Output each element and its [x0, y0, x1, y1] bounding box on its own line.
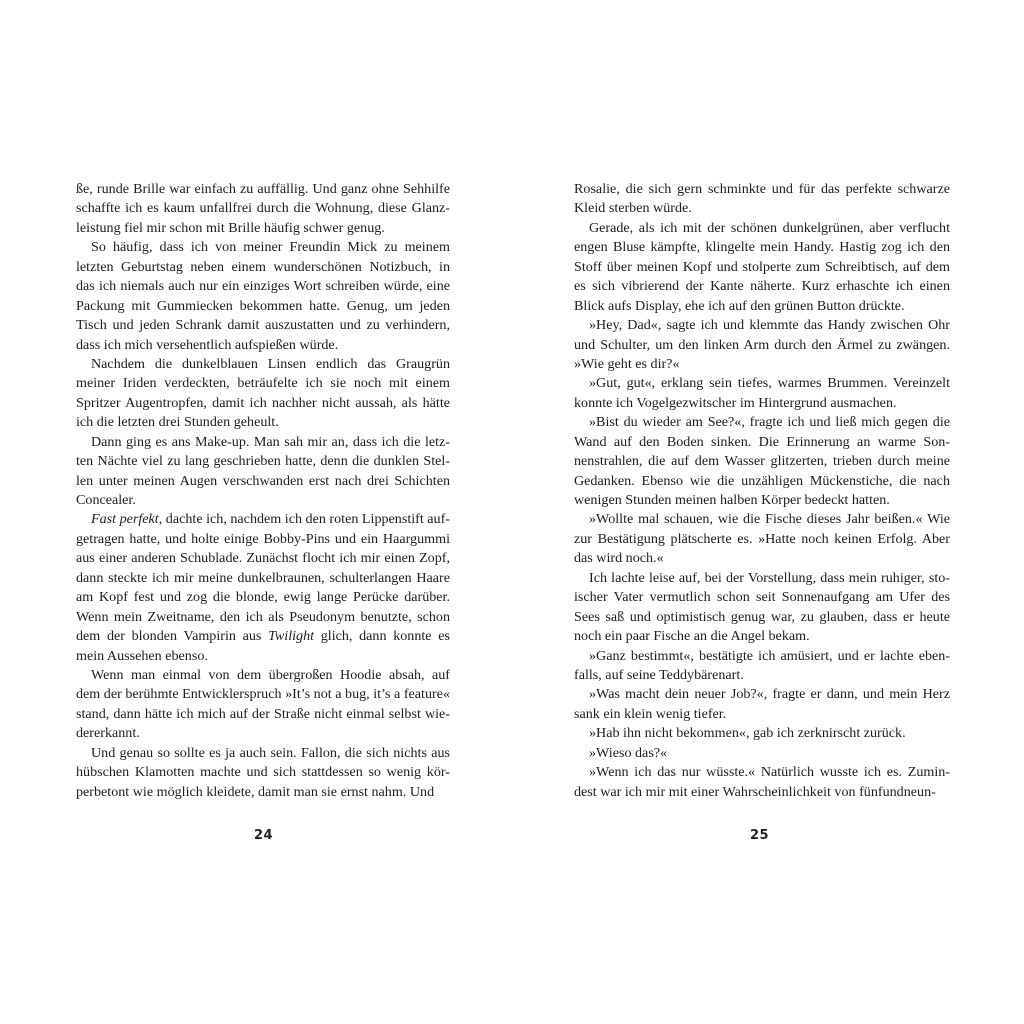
text-line: »Hab ihn nicht bekommen«, gab ich zerknirscht zurück. — [589, 725, 906, 742]
text-line: perbetont wie möglich kleidete, damit man sie ernst nahm. Und — [76, 783, 435, 800]
text-line: dem der blonden Vampirin aus Twilight glich, dann konnte es — [76, 628, 450, 645]
text-line: »Wollte mal schauen, wie die Fische dieses Jahr beißen.« Wie — [589, 511, 950, 528]
text-line: das ich niemals auch nur ein einziges Wort schreiben würde, eine — [76, 278, 450, 295]
text-line: ße, runde Brille war einfach zu auffällig. Und ganz ohne Sehhilfe — [76, 181, 450, 197]
right-page-text — [574, 180, 950, 802]
left-page-number: 24 — [254, 828, 274, 843]
text-line: dann steckte ich mir meine dunkelbraunen, schulterlangen Haare — [76, 569, 450, 586]
text-line: dass ich mich versehentlich aufspießen würde. — [76, 336, 339, 353]
text-line: stand, dann hätte ich mich auf der Straße nicht einmal selbst wie- — [76, 705, 450, 722]
text-line: Wand auf den Boden sinken. Die Erinnerung an warme Son- — [574, 433, 950, 450]
text-line: leistung fiel mir schon mit Brille häufig schwer genug. — [76, 219, 385, 236]
text-line: dest war ich mir mit einer Wahrscheinlichkeit von fünfundneun- — [574, 783, 936, 800]
text-line: getragen hatte, und holte einige Bobby-Pins und ein Haargummi — [76, 530, 450, 547]
text-line: Gerade, als ich mit der schönen dunkelgrünen, aber verflucht — [589, 219, 950, 236]
text-line: len unter meinen Augen verschwanden erst nach drei Schichten — [76, 472, 450, 489]
text-line: ischer Vater vermutlich schon seit Sonnenaufgang am Ufer des — [574, 589, 950, 606]
text-line: falls, auf seine Teddybärenart. — [574, 666, 744, 683]
text-line: dem der berühmte Entwicklerspruch »It’s not a bug, it’s a feature« — [76, 686, 450, 703]
text-line: »Was macht dein neuer Job?«, fragte er dann, und mein Herz — [589, 686, 950, 703]
text-line: Wenn man einmal von dem übergroßen Hoodie absah, auf — [91, 666, 450, 683]
text-line: schaffte ich es kaum unfallfrei durch die Wohnung, diese Glanz- — [76, 200, 450, 217]
text-line: Wenn mein Zweitname, den ich als Pseudonym benutzte, schon — [76, 608, 450, 625]
text-line: Dann ging es ans Make-up. Man sah mir an, dass ich die letz- — [91, 433, 450, 450]
text-line: am Kopf fest und zog die blonde, ewig lange Perücke darüber. — [76, 589, 450, 606]
text-line: Ich lachte leise auf, bei der Vorstellung, dass mein ruhiger, sto- — [589, 569, 950, 586]
text-line: Nachdem die dunkelblauen Linsen endlich das Graugrün — [91, 355, 450, 372]
text-line: Kleid sterben würde. — [574, 200, 692, 217]
text-line: wenigen Stunden meinen halben Körper bedeckt hatten. — [574, 492, 890, 508]
text-line: dererkannt. — [76, 725, 140, 742]
text-line: »Gut, gut«, erklang sein tiefes, warmes Brummen. Vereinzelt — [589, 375, 950, 392]
text-line: ten Nächte viel zu lang geschrieben hatte, denn die dunklen Stel- — [76, 453, 450, 470]
text-line: noch ein paar Fische an die Angel bekam. — [574, 628, 810, 645]
text-line: »Bist du wieder am See?«, fragte ich und ließ mich gegen die — [589, 414, 950, 431]
text-line: aus einer anderen Schublade. Zunächst flocht ich mir einen Zopf, — [76, 550, 450, 567]
text-line: Rosalie, die sich gern schminkte und für das perfekte schwarze — [574, 181, 950, 197]
text-line: engen Bluse kämpfte, klingelte mein Handy. Hastig zog ich den — [574, 239, 950, 256]
left-page-text — [76, 180, 450, 802]
right-page — [512, 0, 1024, 1024]
text-line: Concealer. — [76, 492, 136, 508]
text-line: Sees saß und optimistisch genug war, zu glauben, dass er heute — [574, 608, 950, 625]
text-line: und Schulter, um den linken Arm durch den Ärmel zu zwängen. — [574, 336, 950, 353]
text-line: letzten Geburtstag neben einem wunderschönen Notizbuch, in — [76, 258, 450, 275]
text-line: mein Aussehen ebenso. — [76, 647, 208, 664]
text-line: »Wie geht es dir?« — [574, 355, 680, 372]
text-line: Und genau so sollte es ja auch sein. Fallon, die sich nichts aus — [91, 744, 450, 761]
text-line: sank ein klein wenig tiefer. — [574, 705, 727, 722]
text-line: es sich vibrierend der Kante näherte. Kurz erhaschte ich einen — [574, 278, 950, 295]
text-line: Stoff über meinen Kopf und stolperte zum Schreibtisch, auf dem — [574, 258, 950, 275]
text-line: So häufig, dass ich von meiner Freundin Mick zu meinem — [91, 239, 450, 256]
text-line: Packung mit Gummiecken bekommen hatte. Genug, um jeden — [76, 297, 450, 314]
text-line: konnte ich Vogelgezwitscher im Hintergrund ausmachen. — [574, 394, 897, 411]
text-line: meiner Iriden verdeckten, beträufelte ich sie noch mit einem — [76, 375, 450, 392]
text-line: Gedanken. Ebenso wie die unzähligen Mückenstiche, die nach — [574, 472, 950, 489]
right-page-number: 25 — [750, 828, 770, 843]
text-line: das wird noch.« — [574, 550, 664, 567]
text-line: nenstrahlen, die auf dem Wasser glitzerten, trieben durch meine — [574, 453, 950, 470]
text-line: »Ganz bestimmt«, bestätigte ich amüsiert, und er lachte eben- — [589, 647, 950, 664]
text-line: hübschen Klamotten machte und sich stattdessen so wenig kör- — [76, 764, 450, 781]
text-line: »Hey, Dad«, sagte ich und klemmte das Handy zwischen Ohr — [589, 317, 950, 334]
text-line: Tisch und jeden Schrank damit auszustatten und zu verhindern, — [76, 317, 450, 334]
text-line: Blick aufs Display, ehe ich auf den grünen Button drückte. — [574, 297, 905, 314]
text-line: ich die letzten drei Stunden geheult. — [76, 414, 279, 431]
text-line: Fast perfekt, dachte ich, nachdem ich den roten Lippenstift auf- — [91, 511, 450, 528]
text-line: »Wenn ich das nur wüsste.« Natürlich wusste ich es. Zumin- — [589, 764, 950, 781]
text-line: »Wieso das?« — [589, 744, 668, 761]
text-line: zur Bestätigung plätscherte es. »Hatte noch keinen Erfolg. Aber — [574, 530, 950, 547]
text-line: Spritzer Augentropfen, damit ich nachher nicht aussah, als hätte — [76, 394, 450, 411]
